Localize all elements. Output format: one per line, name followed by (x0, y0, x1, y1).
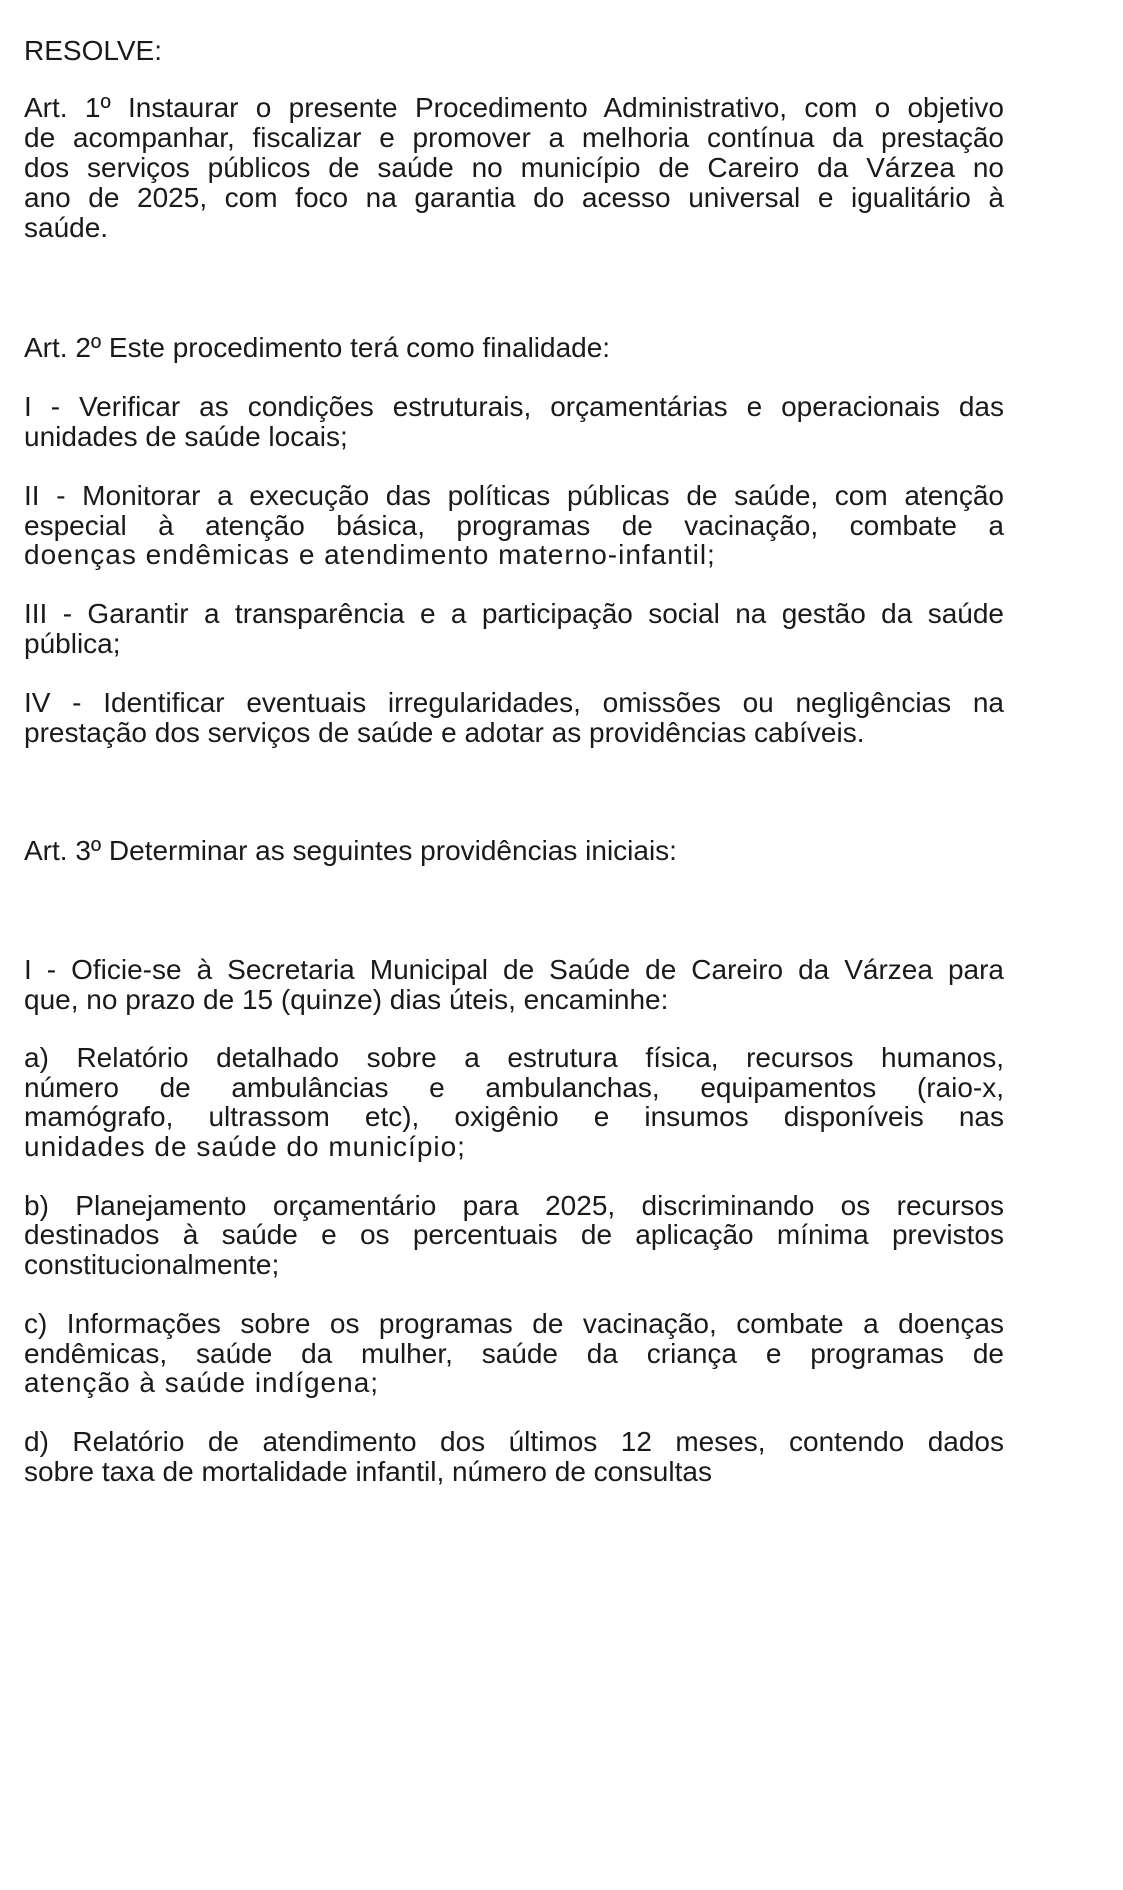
art3-item-b-line-1: b) Planejamento orçamentário para 2025, discriminando os recursos (24, 1190, 1004, 1221)
art2-item-i-line-2: unidades de saúde locais; (24, 421, 348, 452)
art3-item-b-line-3: constitucionalmente; (24, 1249, 280, 1280)
art3-item-i-line-1: I - Oficie-se à Secretaria Municipal de Saúde de Careiro da Várzea para (24, 954, 1004, 985)
art3-item-c-line-1: c) Informações sobre os programas de vacinação, combate a doenças (24, 1308, 1004, 1339)
art2-item-ii-line-2: especial à atenção básica, programas de vacinação, combate a (24, 510, 1004, 541)
art3-item-d-line-1: d) Relatório de atendimento dos últimos 12 meses, contendo dados (24, 1426, 1004, 1457)
art2-item-ii-line-1: II - Monitorar a execução das políticas públicas de saúde, com atenção (24, 480, 1004, 511)
resolve-heading: RESOLVE: (24, 35, 162, 66)
art2-item-ii-line-3: doenças endêmicas e atendimento materno-infantil; (24, 539, 716, 570)
art3-item-c-line-2: endêmicas, saúde da mulher, saúde da criança e programas de (24, 1338, 1004, 1369)
art1-line-4: ano de 2025, com foco na garantia do acesso universal e igualitário à (24, 182, 1004, 213)
art3-item-a-line-2: número de ambulâncias e ambulanchas, equipamentos (raio-x, (24, 1072, 1004, 1103)
art2-item-iii-line-1: III - Garantir a transparência e a participação social na gestão da saúde (24, 598, 1004, 629)
art3-item-a-line-4: unidades de saúde do município; (24, 1131, 466, 1162)
art3-item-d-line-2: sobre taxa de mortalidade infantil, número de consultas (24, 1456, 712, 1487)
art2-item-iv-line-2: prestação dos serviços de saúde e adotar as providências cabíveis. (24, 717, 865, 748)
art1-line-1: Art. 1º Instaurar o presente Procedimento Administrativo, com o objetivo (24, 92, 1004, 123)
art2-item-i-line-1: I - Verificar as condições estruturais, orçamentárias e operacionais das (24, 391, 1004, 422)
art1-line-5: saúde. (24, 212, 109, 243)
art3-heading: Art. 3º Determinar as seguintes providências iniciais: (24, 835, 677, 866)
art3-item-a-line-3: mamógrafo, ultrassom etc), oxigênio e insumos disponíveis nas (24, 1101, 1004, 1132)
art2-item-iv-line-1: IV - Identificar eventuais irregularidades, omissões ou negligências na (24, 687, 1004, 718)
art2-item-iii-line-2: pública; (24, 628, 121, 659)
art1-line-3: dos serviços públicos de saúde no município de Careiro da Várzea no (24, 152, 1004, 183)
art3-item-i-line-2: que, no prazo de 15 (quinze) dias úteis, encaminhe: (24, 984, 669, 1015)
art3-item-b-line-2: destinados à saúde e os percentuais de aplicação mínima previstos (24, 1219, 1004, 1250)
art3-item-a-line-1: a) Relatório detalhado sobre a estrutura física, recursos humanos, (24, 1042, 1004, 1073)
art1-line-2: de acompanhar, fiscalizar e promover a melhoria contínua da prestação (24, 122, 1004, 153)
art3-item-c-line-3: atenção à saúde indígena; (24, 1367, 380, 1398)
art2-heading: Art. 2º Este procedimento terá como finalidade: (24, 332, 611, 363)
